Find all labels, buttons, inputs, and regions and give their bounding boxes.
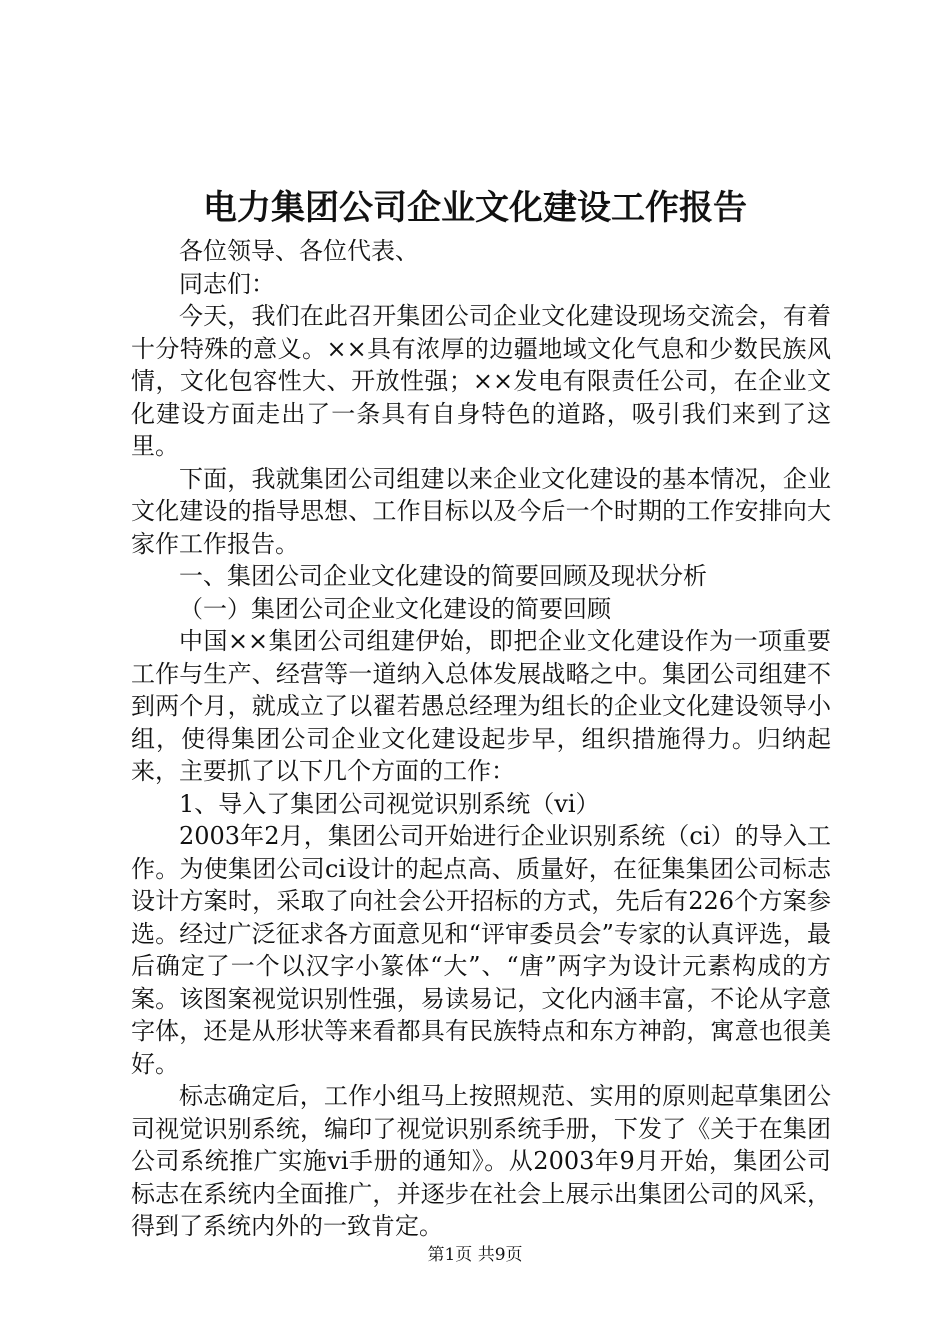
body-paragraph: 中国××集团公司组建伊始，即把企业文化建设作为一项重要工作与生产、经营等一道纳入总体发展战略之中。集团公司组建不到两个月，就成立了以翟若愚总经理为组长的企业文化建设领导小组，使得集团公司企业文化建设起步早，组织措施得力。归纳起来，主要抓了以下几个方面的工作： — [131, 627, 831, 785]
page-footer: 第1页 共9页 — [427, 1245, 523, 1265]
body-paragraph: 标志确定后，工作小组马上按照规范、实用的原则起草集团公司视觉识别系统，编印了视觉识别系统手册，下发了《关于在集团公司系统推广实施vi手册的通知》。从2003年9月开始，集团公司标志在系统内全面推广，并逐步在社会上展示出集团公司的风采，得到了系统内外的一致肯定。 — [131, 1082, 831, 1240]
document-body — [131, 235, 831, 1243]
section-heading: 一、集团公司企业文化建设的简要回顾及现状分析 — [179, 562, 707, 590]
salutation-line-1: 各位领导、各位代表、 — [179, 237, 419, 265]
subsection-heading: （一）集团公司企业文化建设的简要回顾 — [179, 594, 611, 623]
body-paragraph: 下面，我就集团公司组建以来企业文化建设的基本情况，企业文化建设的指导思想、工作目标以及今后一个时期的工作安排向大家作工作报告。 — [131, 464, 831, 558]
item-heading: 1、导入了集团公司视觉识别系统（vi） — [179, 789, 600, 818]
salutation-line-2: 同志们： — [179, 269, 275, 298]
body-paragraph: 今天，我们在此召开集团公司企业文化建设现场交流会，有着十分特殊的意义。××具有浓厚的边疆地域文化气息和少数民族风情，文化包容性大、开放性强；××发电有限责任公司，在企业文化建设方面走出了一条具有自身特色的道路，吸引我们来到了这里。 — [131, 302, 831, 460]
body-paragraph: 2003年2月，集团公司开始进行企业识别系统（ci）的导入工作。为使集团公司ci设计的起点高、质量好，在征集集团公司标志设计方案时，采取了向社会公开招标的方式，先后有226个方案参选。经过广泛征求各方面意见和“评审委员会”专家的认真评选，最后确定了一个以汉字小篆体“大”、“唐”两字为设计元素构成的方案。该图案视觉识别性强，易读易记，文化内涵丰富，不论从字意字体，还是从形状等来看都具有民族特点和东方神韵，寓意也很美好。 — [131, 822, 831, 1078]
document-title: 电力集团公司企业文化建设工作报告 — [203, 188, 747, 228]
